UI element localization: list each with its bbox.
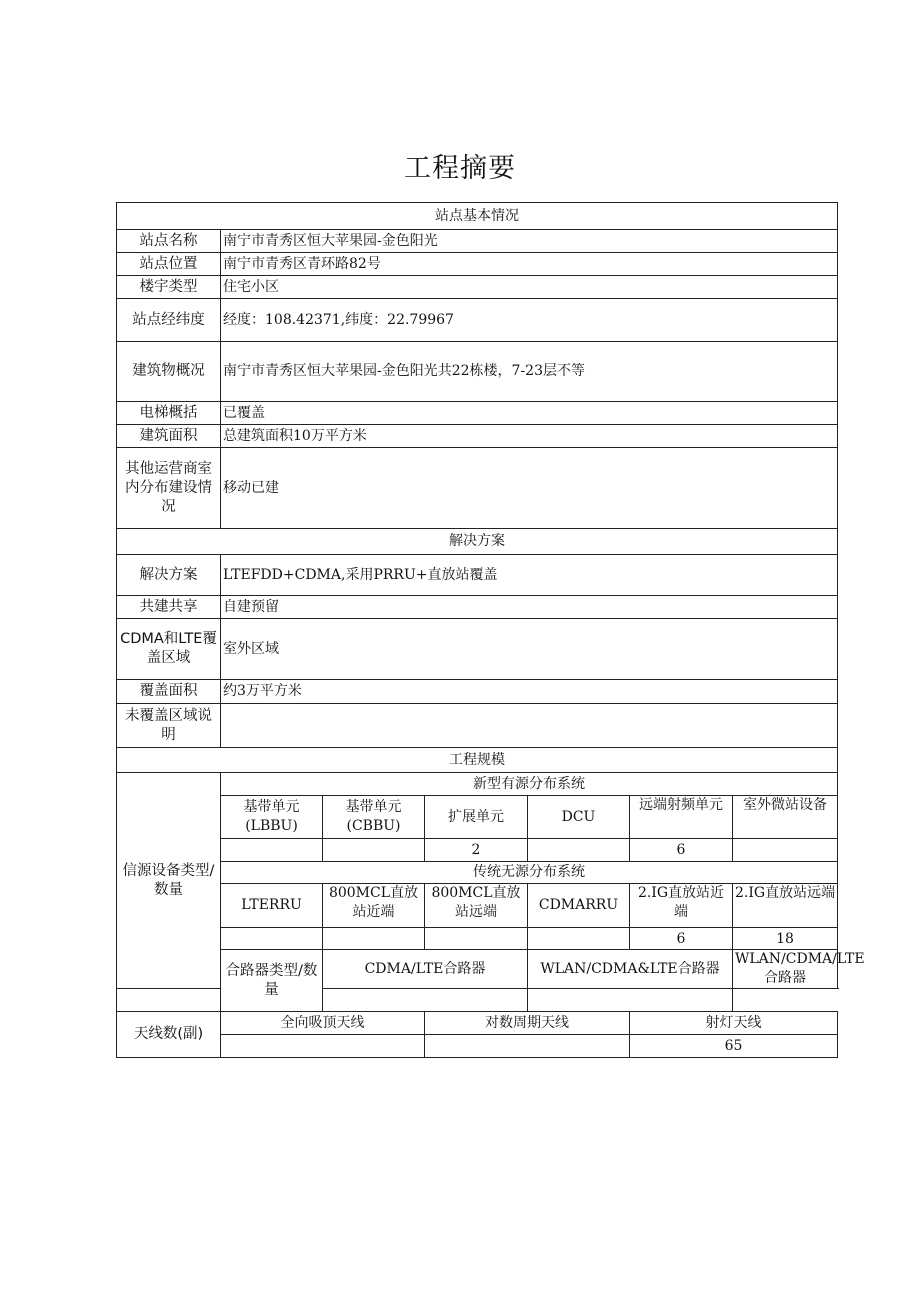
page-title: 工程摘要	[404, 153, 516, 184]
antenna-value-cell	[425, 1035, 630, 1058]
passive-value-cell	[528, 928, 630, 950]
plan-value: LTEFDD+CDMA,采用PRRU+直放站覆盖	[221, 555, 838, 596]
passive-value-cell: 18	[733, 928, 838, 950]
antenna-value-cell: 65	[630, 1035, 838, 1058]
coverage-area-label: 覆盖面积	[117, 680, 221, 704]
site-location-value: 南宁市青秀区青环路82号	[221, 253, 838, 276]
elevator-label: 电梯概括	[117, 402, 221, 425]
coverage-zone-value: 室外区域	[221, 619, 838, 680]
antenna-value-cell	[221, 1035, 425, 1058]
section-header-basic: 站点基本情况	[117, 203, 838, 230]
passive-value-cell	[323, 928, 425, 950]
antenna-header-cell: 全向吸顶天线	[221, 1012, 425, 1035]
building-type-label: 楼宇类型	[117, 276, 221, 299]
antenna-header-cell: 射灯天线	[630, 1012, 838, 1035]
passive-header-cell: 2.IG直放站远端	[733, 884, 838, 928]
antenna-label: 天线数(副)	[117, 1012, 221, 1058]
coverage-area-value: 约3万平方米	[221, 680, 838, 704]
coverage-zone-label: CDMA和LTE覆盖区域	[117, 619, 221, 680]
site-name-label: 站点名称	[117, 230, 221, 253]
active-value-cell	[528, 839, 630, 862]
passive-header-cell: CDMARRU	[528, 884, 630, 928]
combiner-value-cell	[117, 989, 323, 1012]
active-value-cell: 6	[630, 839, 733, 862]
shared-value: 自建预留	[221, 596, 838, 619]
uncovered-value	[221, 704, 838, 748]
passive-header-cell: LTERRU	[221, 884, 323, 928]
active-header-cell: 室外微站设备	[733, 796, 838, 839]
combiner-label: 合路器类型/数量	[221, 950, 323, 1012]
building-type-value: 住宅小区	[221, 276, 838, 299]
active-value-cell	[733, 839, 838, 862]
combiner-header-cell: WLAN/CDMA&LTE合路器	[528, 950, 733, 989]
passive-value-cell: 6	[630, 928, 733, 950]
area-value: 总建筑面积10万平方米	[221, 425, 838, 448]
combiner-value-cell	[323, 989, 528, 1012]
coords-label: 站点经纬度	[117, 299, 221, 342]
building-overview-value: 南宁市青秀区恒大苹果园-金色阳光共22栋楼，7-23层不等	[221, 342, 838, 402]
site-location-label: 站点位置	[117, 253, 221, 276]
area-label: 建筑面积	[117, 425, 221, 448]
active-system-header: 新型有源分布系统	[221, 773, 838, 796]
plan-label: 解决方案	[117, 555, 221, 596]
antenna-header-cell: 对数周期天线	[425, 1012, 630, 1035]
passive-header-cell: 800MCL直放站近端	[323, 884, 425, 928]
passive-value-cell	[221, 928, 323, 950]
other-operators-label: 其他运营商室内分布建设情况	[117, 448, 221, 529]
active-header-cell: 基带单元(LBBU)	[221, 796, 323, 839]
uncovered-label: 未覆盖区域说明	[117, 704, 221, 748]
combiner-value-cell	[528, 989, 733, 1012]
active-header-cell: 基带单元(CBBU)	[323, 796, 425, 839]
section-header-scale: 工程规模	[117, 748, 838, 773]
active-header-cell: 扩展单元	[425, 796, 528, 839]
shared-label: 共建共享	[117, 596, 221, 619]
passive-value-cell	[425, 928, 528, 950]
active-value-cell	[323, 839, 425, 862]
active-header-cell: DCU	[528, 796, 630, 839]
active-header-cell: 远端射频单元	[630, 796, 733, 839]
passive-system-header: 传统无源分布系统	[221, 862, 838, 884]
combiner-header-cell: WLAN∕CDMA∕LTE合路器	[733, 950, 838, 989]
active-value-cell	[221, 839, 323, 862]
project-summary-table	[116, 202, 865, 1058]
coords-value: 经度：108.42371,纬度：22.79967	[221, 299, 838, 342]
passive-header-cell: 800MCL直放站远端	[425, 884, 528, 928]
building-overview-label: 建筑物概况	[117, 342, 221, 402]
site-name-value: 南宁市青秀区恒大苹果园-金色阳光	[221, 230, 838, 253]
elevator-value: 已覆盖	[221, 402, 838, 425]
combiner-header-cell: CDMA/LTE合路器	[323, 950, 528, 989]
source-equipment-label: 信源设备类型/数量	[117, 773, 221, 989]
other-operators-value: 移动已建	[221, 448, 838, 529]
section-header-solution: 解决方案	[117, 529, 838, 555]
passive-header-cell: 2.IG直放站近端	[630, 884, 733, 928]
active-value-cell: 2	[425, 839, 528, 862]
